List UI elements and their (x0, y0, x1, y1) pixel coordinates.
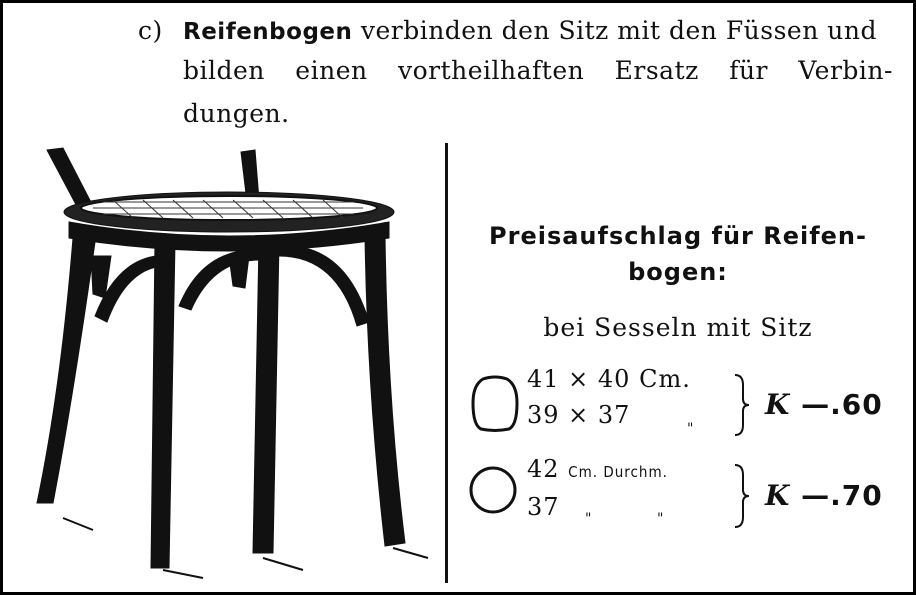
row1-currency: K (765, 388, 791, 421)
chair-leg-back-left (37, 238, 95, 503)
row1-dim-2: 39 × 37 (527, 401, 631, 429)
row2-price (765, 479, 883, 512)
item-marker: c) (138, 16, 163, 45)
row2-brace (731, 463, 753, 529)
intro-line-1-rest: verbinden den Sitz mit den Füssen und (360, 16, 877, 45)
intro-line-3: dungen. (183, 99, 290, 128)
row1-brace (731, 373, 753, 437)
intro-word: Verbin- (798, 56, 893, 85)
chair-leg-front-right (253, 242, 279, 553)
vertical-divider (445, 143, 448, 583)
row2-dim-1 (527, 455, 668, 483)
row2-currency: K (765, 479, 791, 512)
chair-leg-front-left (151, 242, 175, 568)
row2-ditto-mark-2: " (657, 511, 664, 527)
row2-dim-1-text: 42 Cm. Durchm. (527, 455, 668, 483)
chair-illustration (33, 138, 438, 588)
intro-title: Reifenbogen (183, 19, 353, 45)
row2-dim-2: 37 (527, 493, 560, 521)
intro-word: Ersatz (614, 56, 699, 85)
intro-word: vortheilhaften (397, 56, 585, 85)
intro-word: bilden (183, 56, 265, 85)
price-title-line-2: bogen: (628, 258, 728, 286)
chair-bracket-middle (229, 256, 249, 288)
intro-line-2 (183, 53, 893, 88)
row2-ditto-mark-1: " (585, 511, 592, 527)
chair-hoop-right (279, 246, 369, 326)
rounded-seat-shape-icon (469, 375, 521, 433)
row1-price (765, 388, 883, 421)
round-seat-shape-icon (468, 465, 518, 515)
chair-leg-back-right (365, 234, 405, 546)
price-title (458, 218, 898, 290)
price-title-line-1: Preisaufschlag für Reifen- (489, 222, 867, 250)
row2-amount: —.70 (801, 479, 883, 512)
row1-ditto-mark: " (687, 421, 694, 437)
row1-dim-1: 41 × 40 Cm. (527, 365, 691, 393)
chair-shadow (63, 518, 428, 578)
row1-amount: —.60 (801, 388, 883, 421)
intro-line-1 (183, 13, 877, 50)
seat-caption: bei Sesseln mit Sitz (543, 313, 813, 342)
intro-word: einen (295, 56, 368, 85)
intro-word: für (729, 56, 768, 85)
